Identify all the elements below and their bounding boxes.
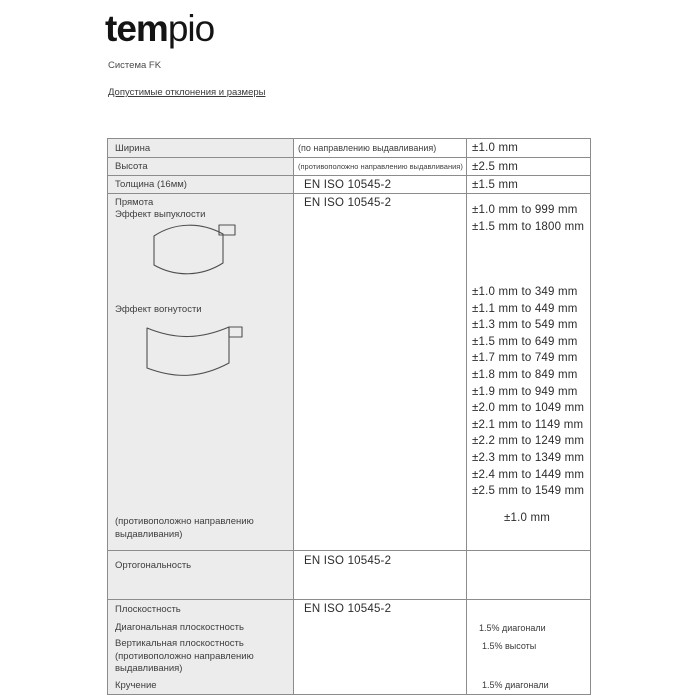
- row-height-method: (противоположно направлению выдавливания): [294, 158, 467, 176]
- orthogonality-method: EN ISO 10545-2: [304, 555, 392, 567]
- straightness-method: EN ISO 10545-2: [304, 197, 392, 209]
- tempio-logo: [105, 8, 214, 50]
- orthogonality-label: Ортогональность: [115, 560, 192, 571]
- value-line: ±1.8 mm to 849 mm: [472, 368, 578, 381]
- value-line: ±1.1 mm to 449 mm: [472, 302, 578, 315]
- tolerances-table: [107, 138, 591, 695]
- value-line: ±2.3 mm to 1349 mm: [472, 451, 585, 464]
- value-line: ±1.5 mm to 1800 mm: [472, 221, 585, 233]
- concave-tile-diagram: [146, 323, 244, 381]
- orthogonality-label-cell: [108, 551, 294, 600]
- flatness-values-cell: [467, 600, 590, 694]
- orthogonality-values-cell: [467, 551, 590, 600]
- row-thickness-method: EN ISO 10545-2: [294, 176, 467, 194]
- flatness-label: Плоскостность: [115, 604, 181, 615]
- vertical-flatness-value: 1.5% высоты: [482, 641, 537, 651]
- straightness-label: Прямота: [115, 197, 154, 208]
- straightness-label-cell: [108, 194, 294, 551]
- concavity-label: Эффект вогнутости: [115, 304, 202, 315]
- logo-bold-part: tem: [105, 8, 168, 49]
- value-line: ±1.3 mm to 549 mm: [472, 319, 578, 332]
- torsion-value: 1.5% диагонали: [482, 680, 549, 690]
- straightness-opposite-label: (противоположно направлению выдавливания): [115, 516, 254, 540]
- system-label: Система FK: [108, 60, 162, 71]
- row-width-method: (по направлению выдавливания): [294, 139, 467, 158]
- convexity-label: Эффект выпуклости: [115, 209, 206, 220]
- flatness-method: EN ISO 10545-2: [304, 603, 392, 615]
- flatness-method-cell: [294, 600, 467, 694]
- diagonal-flatness-value: 1.5% диагонали: [479, 623, 546, 633]
- value-line: ±2.4 mm to 1449 mm: [472, 468, 585, 481]
- orthogonality-method-cell: [294, 551, 467, 600]
- row-thickness-value: ±1.5 mm: [467, 176, 590, 194]
- torsion-label: Кручение: [115, 680, 157, 691]
- value-line: ±1.0 mm to 349 mm: [472, 286, 578, 298]
- value-line: ±2.1 mm to 1149 mm: [472, 418, 584, 431]
- value-line: ±1.5 mm to 649 mm: [472, 335, 578, 348]
- value-line: ±2.0 mm to 1049 mm: [472, 402, 585, 415]
- row-width-value: ±1.0 mm: [467, 139, 590, 158]
- row-thickness-label: Толщина (16мм): [108, 176, 294, 194]
- diagonal-flatness-label: Диагональная плоскостность: [115, 622, 244, 633]
- convex-tile-diagram: [153, 219, 237, 281]
- row-height-label: Высота: [108, 158, 294, 176]
- row-height-value: ±2.5 mm: [467, 158, 590, 176]
- vertical-flatness-label: Вертикальная плоскостность (противоположно направлению выдавливания): [115, 638, 254, 674]
- logo-light-part: pio: [167, 8, 215, 49]
- flatness-label-cell: [108, 600, 294, 694]
- value-line: ±2.2 mm to 1249 mm: [472, 435, 585, 448]
- row-width-label: Ширина: [108, 139, 294, 158]
- straightness-top-values: [472, 202, 584, 236]
- straightness-method-cell: [294, 194, 467, 551]
- straightness-opposite-value: ±1.0 mm: [504, 512, 551, 524]
- value-line: ±1.0 mm to 999 mm: [472, 204, 578, 216]
- value-line: ±1.7 mm to 749 mm: [472, 352, 578, 365]
- straightness-values-cell: [467, 194, 590, 551]
- tolerances-link[interactable]: Допустимые отклонения и размеры: [108, 87, 266, 98]
- value-line: ±2.5 mm to 1549 mm: [472, 485, 585, 498]
- value-line: ±1.9 mm to 949 mm: [472, 385, 578, 398]
- straightness-range-values: [472, 284, 584, 500]
